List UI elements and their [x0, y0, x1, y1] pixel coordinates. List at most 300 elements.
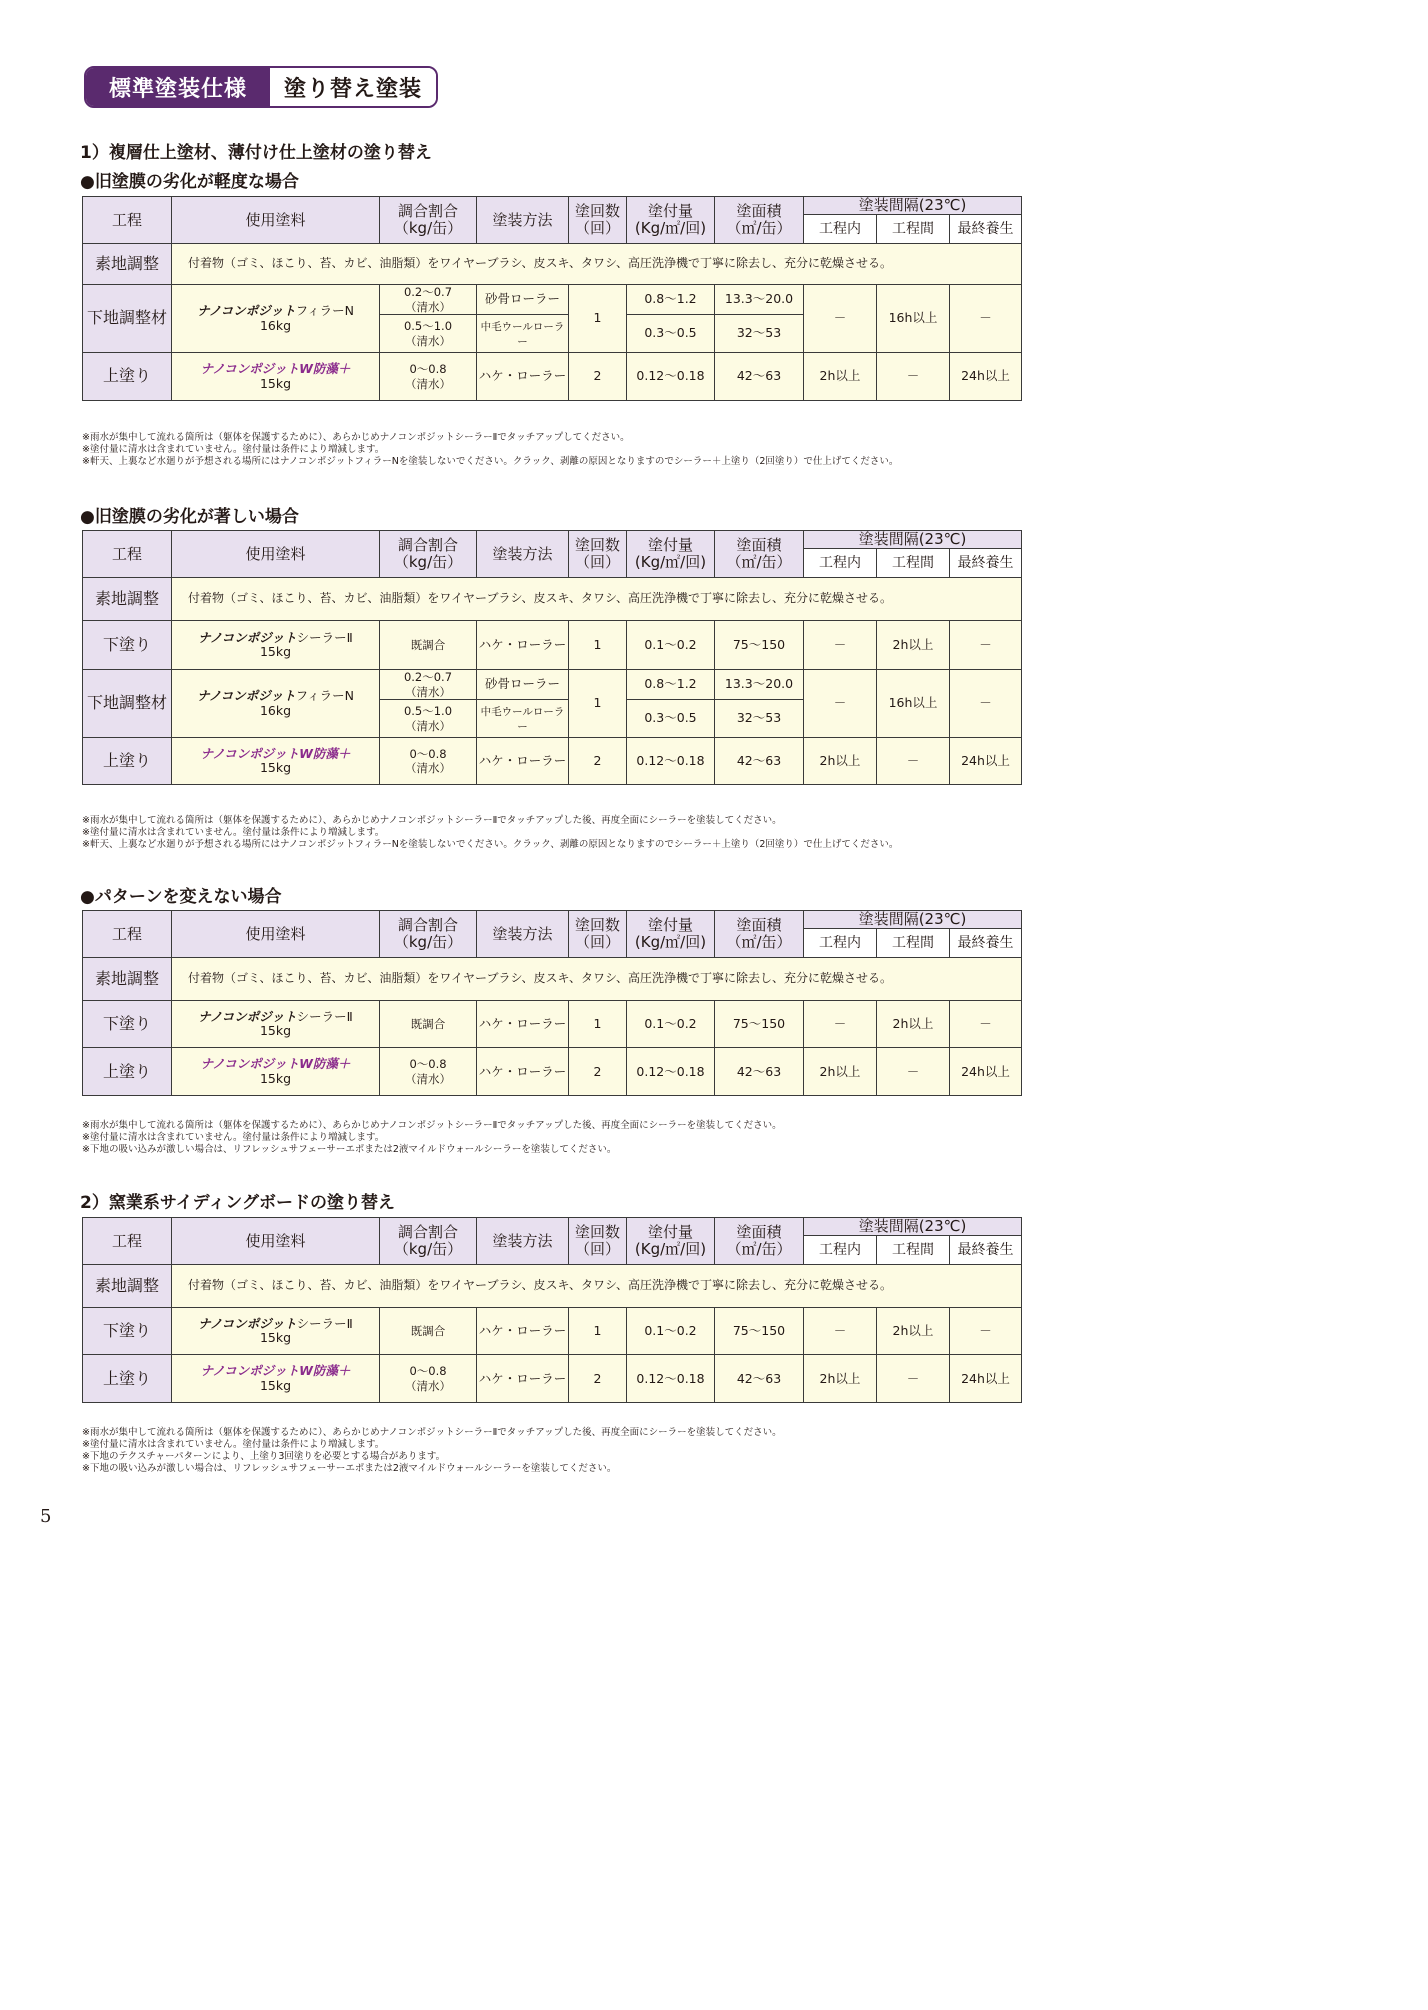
note-line: ※下地の吸い込みが激しい場合は、リフレッシュサフェーサーエポまたは2液マイルドウォールシーラーを塗装してください。	[82, 1144, 617, 1155]
product-quantity: 16kg	[259, 702, 292, 718]
interval-between-value: 2h以上	[892, 1016, 934, 1032]
header-interval-between	[877, 215, 950, 244]
header-interval-final	[950, 1236, 1022, 1265]
product-name: フィラーN	[295, 303, 354, 319]
coverage-value: 0.12～0.18	[636, 752, 705, 768]
note-line: ※軒天、上裏など水廻りが予想される場所にはナノコンポジットフィラーNを塗装しないでください。クラック、剥離の原因となりますのでシーラー＋上塗り（2回塗り）で仕上げてください。	[82, 456, 899, 467]
process-cell	[83, 578, 172, 621]
coats-cell	[569, 1308, 627, 1355]
process-cell	[83, 1355, 172, 1403]
header-coverage-label: 塗付量	[647, 535, 693, 554]
interval-between-value: 2h以上	[892, 637, 934, 653]
interval-within-cell	[804, 285, 877, 353]
note-line: ※雨水が集中して流れる箇所は（躯体を保護するために）、あらかじめナノコンポジットシーラーⅡでタッチアップした後、再度全面にシーラーを塗装してください。	[82, 1427, 782, 1438]
interval-within-value: －	[833, 1323, 847, 1339]
coverage-cell	[627, 1001, 715, 1048]
coats-cell	[569, 670, 627, 738]
table-row	[83, 958, 1022, 1001]
table-row	[83, 285, 1022, 315]
header-interval-within-label: 工程内	[819, 221, 861, 238]
process-label: 上塗り	[102, 366, 151, 386]
header-interval-final-label: 最終養生	[957, 221, 1014, 238]
note-line: ※軒天、上裏など水廻りが予想される場所にはナノコンポジットフィラーNを塗装しないでください。クラック、剥離の原因となりますのでシーラー＋上塗り（2回塗り）で仕上げてください。	[82, 839, 899, 850]
header-area-label: 塗面積	[736, 1222, 782, 1241]
note-line: ※雨水が集中して流れる箇所は（躯体を保護するために）、あらかじめナノコンポジットシーラーⅡでタッチアップしてください。	[82, 432, 630, 443]
coats-value: 1	[593, 1323, 602, 1339]
header-method-label: 塗装方法	[492, 924, 553, 943]
table-row	[83, 621, 1022, 670]
area-cell	[715, 315, 804, 353]
product-name: 防藻＋	[312, 745, 351, 761]
header-interval-within	[804, 215, 877, 244]
interval-final-cell	[950, 1048, 1022, 1096]
header-coats	[569, 911, 627, 958]
area-cell	[715, 285, 804, 315]
interval-final-value: 24h以上	[961, 752, 1010, 768]
header-interval-final	[950, 215, 1022, 244]
interval-between-cell	[877, 738, 950, 785]
prep-text: 付着物（ゴミ、ほこり、苔、カビ、油脂類）をワイヤーブラシ、皮スキ、タワシ、高圧洗浄機で丁寧に除去し、充分に乾燥させる。	[188, 1278, 893, 1293]
process-cell	[83, 244, 172, 285]
mix-cell	[380, 285, 477, 315]
interval-final-value: 24h以上	[961, 368, 1010, 384]
header-interval-between-label: 工程間	[892, 555, 934, 572]
header-method-label: 塗装方法	[492, 210, 553, 229]
coverage-value: 0.3～0.5	[644, 325, 697, 341]
interval-between-cell	[877, 1001, 950, 1048]
header-coats	[569, 531, 627, 578]
header-process	[83, 531, 172, 578]
header-interval-final	[950, 549, 1022, 578]
header-material-label: 使用塗料	[245, 544, 306, 563]
product-cell	[172, 1308, 380, 1355]
method-cell	[477, 1308, 569, 1355]
mix-note: （清水）	[405, 1071, 451, 1086]
mix-cell	[380, 1001, 477, 1048]
section-1-title: 1）複層仕上塗材、薄付け仕上塗材の塗り替え	[80, 143, 432, 163]
process-label: 上塗り	[102, 1061, 151, 1081]
process-cell	[83, 1308, 172, 1355]
header-method	[477, 1218, 569, 1265]
interval-final-cell	[950, 1001, 1022, 1048]
product-quantity: 15kg	[259, 375, 292, 391]
mix-value: 0～0.8	[409, 1057, 447, 1072]
mix-cell	[380, 1048, 477, 1096]
interval-within-cell	[804, 1355, 877, 1403]
prep-description	[172, 1265, 1022, 1308]
header-method	[477, 531, 569, 578]
header-material-label: 使用塗料	[245, 1231, 306, 1250]
spec-table	[82, 196, 1022, 401]
interval-between-cell	[877, 353, 950, 401]
header-process-label: 工程	[111, 1231, 142, 1250]
area-value: 42～63	[736, 368, 782, 384]
coats-cell	[569, 353, 627, 401]
spec-table	[82, 530, 1022, 785]
method-value: ハケ・ローラー	[478, 368, 567, 384]
mix-note: （清水）	[405, 1378, 451, 1393]
area-cell	[715, 700, 804, 738]
area-value: 13.3～20.0	[724, 676, 794, 692]
spec-table	[82, 910, 1022, 1096]
method-value: 砂骨ローラー	[484, 291, 560, 307]
mix-note: （清水）	[405, 761, 451, 775]
mix-cell	[380, 700, 477, 738]
method-value: ハケ・ローラー	[478, 1370, 567, 1386]
process-label: 素地調整	[94, 1276, 159, 1296]
method-cell	[477, 1048, 569, 1096]
interval-final-value: 24h以上	[961, 1370, 1010, 1386]
header-mix-unit: （kg/缶）	[393, 219, 463, 238]
product-brand: ナノコンポジット	[198, 629, 297, 645]
product-cell	[172, 285, 380, 353]
page-number: 5	[40, 1506, 52, 1527]
header-mix-unit: （kg/缶）	[393, 1240, 463, 1259]
area-value: 42～63	[736, 1370, 782, 1386]
coverage-value: 0.3～0.5	[644, 710, 697, 726]
header-area-unit: （㎡/缶）	[726, 1240, 792, 1259]
interval-within-value: 2h以上	[819, 368, 861, 384]
header-interval-final-label: 最終養生	[957, 1242, 1014, 1259]
note-line: ※雨水が集中して流れる箇所は（躯体を保護するために）、あらかじめナノコンポジットシーラーⅡでタッチアップした後、再度全面にシーラーを塗装してください。	[82, 1120, 782, 1131]
header-process	[83, 911, 172, 958]
process-label: 下塗り	[102, 1014, 151, 1034]
interval-between-cell	[877, 621, 950, 670]
mix-note: （清水）	[405, 718, 451, 733]
area-cell	[715, 353, 804, 401]
area-cell	[715, 670, 804, 700]
product-cell	[172, 670, 380, 738]
table-1-title: ●旧塗膜の劣化が軽度な場合	[80, 172, 299, 192]
interval-final-value: －	[979, 695, 992, 711]
coverage-cell	[627, 1048, 715, 1096]
header-mix	[380, 197, 477, 244]
process-label: 下塗り	[102, 1321, 151, 1341]
mix-value: 既調合	[410, 1324, 446, 1339]
table-row	[83, 1001, 1022, 1048]
header-coats-unit: （回）	[574, 1240, 620, 1259]
area-cell	[715, 1355, 804, 1403]
note-line: ※塗付量に清水は含まれていません。塗付量は条件により増減します。	[82, 1439, 385, 1450]
table-notes	[82, 1120, 782, 1156]
header-coats	[569, 1218, 627, 1265]
mix-note: （清水）	[405, 299, 451, 314]
header-mix-unit: （kg/缶）	[393, 553, 463, 572]
mix-cell	[380, 1308, 477, 1355]
process-label: 下地調整材	[86, 693, 167, 713]
header-area	[715, 531, 804, 578]
header-mix	[380, 531, 477, 578]
area-value: 32～53	[736, 325, 782, 341]
interval-final-value: －	[979, 1016, 992, 1032]
header-interval-final-label: 最終養生	[957, 555, 1014, 572]
product-cell	[172, 1001, 380, 1048]
header-coverage-unit: (Kg/㎡/回)	[634, 219, 707, 238]
method-value: ハケ・ローラー	[478, 1016, 567, 1032]
prep-text: 付着物（ゴミ、ほこり、苔、カビ、油脂類）をワイヤーブラシ、皮スキ、タワシ、高圧洗浄機で丁寧に除去し、充分に乾燥させる。	[188, 591, 893, 606]
coats-value: 2	[593, 752, 602, 768]
process-cell	[83, 621, 172, 670]
header-interval-within-label: 工程内	[819, 555, 861, 572]
method-cell	[477, 315, 569, 353]
interval-between-value: 16h以上	[888, 310, 938, 326]
product-quantity: 16kg	[259, 317, 292, 333]
table-notes	[82, 815, 898, 851]
header-area-label: 塗面積	[736, 915, 782, 934]
header-area-unit: （㎡/缶）	[726, 933, 792, 952]
table-row	[83, 1308, 1022, 1355]
table-notes	[82, 432, 898, 468]
note-line: ※塗付量に清水は含まれていません。塗付量は条件により増減します。	[82, 444, 385, 455]
interval-final-value: －	[979, 1323, 992, 1339]
product-name: シーラーⅡ	[296, 1008, 353, 1024]
header-area	[715, 911, 804, 958]
mix-note: （清水）	[405, 684, 451, 699]
product-brand: ナノコンポジット	[197, 688, 296, 704]
header-interval-final	[950, 929, 1022, 958]
mix-cell	[380, 621, 477, 670]
mix-cell	[380, 670, 477, 700]
header-area	[715, 197, 804, 244]
coverage-value: 0.8～1.2	[644, 291, 697, 307]
coats-cell	[569, 738, 627, 785]
header-interval-between	[877, 929, 950, 958]
header-interval-between-label: 工程間	[892, 1242, 934, 1259]
header-coats-unit: （回）	[574, 933, 620, 952]
coats-value: 1	[593, 637, 602, 653]
header-interval-label: 塗装間隔(23℃)	[858, 196, 967, 214]
header-mix	[380, 1218, 477, 1265]
header-method-label: 塗装方法	[492, 1231, 553, 1250]
interval-within-value: 2h以上	[819, 752, 861, 768]
mix-value: 0.5～1.0	[403, 319, 453, 334]
header-interval-between	[877, 1236, 950, 1265]
interval-between-cell	[877, 1355, 950, 1403]
coverage-value: 0.1～0.2	[644, 1323, 697, 1339]
interval-between-cell	[877, 285, 950, 353]
coats-value: 1	[593, 310, 602, 326]
process-cell	[83, 1001, 172, 1048]
product-cell	[172, 621, 380, 670]
coats-value: 2	[593, 1063, 602, 1079]
header-coverage-unit: (Kg/㎡/回)	[634, 1240, 707, 1259]
header-interval-label: 塗装間隔(23℃)	[858, 1217, 967, 1235]
standard-spec-label: 標準塗装仕様	[86, 68, 270, 106]
header-coverage-label: 塗付量	[647, 1222, 693, 1241]
interval-final-cell	[950, 1355, 1022, 1403]
header-material-label: 使用塗料	[245, 210, 306, 229]
method-value: ハケ・ローラー	[478, 1063, 567, 1079]
interval-within-cell	[804, 1048, 877, 1096]
header-coverage-label: 塗付量	[647, 915, 693, 934]
interval-final-cell	[950, 670, 1022, 738]
interval-within-value: －	[833, 637, 847, 653]
product-brand: ナノコンポジットW	[200, 1363, 313, 1379]
table-2-title: ●旧塗膜の劣化が著しい場合	[80, 507, 299, 527]
process-label: 上塗り	[102, 750, 151, 770]
header-interval	[804, 531, 1022, 549]
interval-final-cell	[950, 353, 1022, 401]
coats-cell	[569, 1048, 627, 1096]
mix-cell	[380, 315, 477, 353]
table-row	[83, 1048, 1022, 1096]
header-mix-unit: （kg/缶）	[393, 933, 463, 952]
product-brand: ナノコンポジット	[198, 1008, 297, 1024]
coverage-value: 0.12～0.18	[636, 368, 705, 384]
header-coats-unit: （回）	[574, 553, 620, 572]
table-row	[83, 1265, 1022, 1308]
product-quantity: 15kg	[259, 1023, 292, 1039]
coverage-value: 0.12～0.18	[636, 1370, 705, 1386]
process-label: 上塗り	[102, 1368, 151, 1388]
product-name: 防藻＋	[312, 1363, 351, 1379]
header-coverage-unit: (Kg/㎡/回)	[634, 933, 707, 952]
interval-within-cell	[804, 738, 877, 785]
mix-value: 0～0.8	[409, 362, 447, 377]
area-value: 42～63	[736, 752, 782, 768]
interval-final-value: 24h以上	[961, 1063, 1010, 1079]
table-row	[83, 578, 1022, 621]
process-cell	[83, 670, 172, 738]
header-interval-within-label: 工程内	[819, 935, 861, 952]
method-value: 中毛ウールローラー	[480, 706, 565, 733]
coats-value: 1	[593, 1016, 602, 1032]
process-label: 素地調整	[94, 589, 159, 609]
product-cell	[172, 738, 380, 785]
product-name: 防藻＋	[312, 1056, 351, 1072]
table-row	[83, 738, 1022, 785]
product-name: シーラーⅡ	[296, 629, 353, 645]
header-process	[83, 1218, 172, 1265]
product-quantity: 15kg	[259, 644, 292, 660]
coverage-cell	[627, 285, 715, 315]
note-line: ※塗付量に清水は含まれていません。塗付量は条件により増減します。	[82, 827, 385, 838]
process-label: 素地調整	[94, 254, 159, 274]
interval-between-value: 2h以上	[892, 1323, 934, 1339]
table-3-title: ●パターンを変えない場合	[80, 887, 282, 907]
coverage-cell	[627, 670, 715, 700]
table-row	[83, 353, 1022, 401]
header-coats	[569, 197, 627, 244]
interval-between-value: －	[906, 368, 920, 384]
method-cell	[477, 621, 569, 670]
header-area-unit: （㎡/缶）	[726, 219, 792, 238]
header-process-label: 工程	[111, 210, 142, 229]
process-cell	[83, 738, 172, 785]
header-interval-between-label: 工程間	[892, 935, 934, 952]
area-value: 32～53	[736, 710, 782, 726]
coats-cell	[569, 1001, 627, 1048]
interval-within-cell	[804, 670, 877, 738]
prep-description	[172, 578, 1022, 621]
prep-description	[172, 244, 1022, 285]
prep-text: 付着物（ゴミ、ほこり、苔、カビ、油脂類）をワイヤーブラシ、皮スキ、タワシ、高圧洗浄機で丁寧に除去し、充分に乾燥させる。	[188, 256, 893, 271]
coverage-cell	[627, 700, 715, 738]
coverage-cell	[627, 621, 715, 670]
area-value: 13.3～20.0	[724, 291, 794, 307]
coverage-value: 0.1～0.2	[644, 637, 697, 653]
coverage-cell	[627, 353, 715, 401]
method-cell	[477, 1001, 569, 1048]
section-2-title: 2）窯業系サイディングボードの塗り替え	[80, 1193, 395, 1213]
method-cell	[477, 1355, 569, 1403]
header-process	[83, 197, 172, 244]
product-brand: ナノコンポジットW	[200, 745, 313, 761]
mix-value: 0～0.8	[409, 1364, 447, 1379]
method-cell	[477, 285, 569, 315]
process-cell	[83, 353, 172, 401]
product-cell	[172, 1355, 380, 1403]
product-quantity: 15kg	[259, 1330, 292, 1346]
header-mix-label: 調合割合	[397, 201, 458, 220]
header-interval	[804, 911, 1022, 929]
table-notes	[82, 1427, 782, 1475]
coverage-cell	[627, 1355, 715, 1403]
process-cell	[83, 1048, 172, 1096]
header-material	[172, 197, 380, 244]
coverage-value: 0.1～0.2	[644, 1016, 697, 1032]
header-mix-label: 調合割合	[397, 915, 458, 934]
mix-value: 既調合	[410, 1017, 446, 1032]
process-cell	[83, 1265, 172, 1308]
interval-between-value: 16h以上	[888, 695, 938, 711]
product-quantity: 15kg	[259, 1377, 292, 1393]
header-coats-unit: （回）	[574, 219, 620, 238]
header-coverage	[627, 911, 715, 958]
method-cell	[477, 353, 569, 401]
table-row	[83, 670, 1022, 700]
header-area	[715, 1218, 804, 1265]
interval-between-cell	[877, 670, 950, 738]
mix-value: 0.5～1.0	[403, 704, 453, 719]
mix-cell	[380, 353, 477, 401]
header-interval-within-label: 工程内	[819, 1242, 861, 1259]
interval-between-cell	[877, 1308, 950, 1355]
interval-within-cell	[804, 1001, 877, 1048]
header-interval	[804, 1218, 1022, 1236]
mix-note: （清水）	[405, 333, 451, 348]
method-value: 砂骨ローラー	[484, 676, 560, 692]
method-cell	[477, 670, 569, 700]
method-value: ハケ・ローラー	[478, 637, 567, 653]
coverage-cell	[627, 315, 715, 353]
coverage-value: 0.12～0.18	[636, 1063, 705, 1079]
table-row	[83, 244, 1022, 285]
area-value: 75～150	[732, 1323, 786, 1339]
header-interval-within	[804, 929, 877, 958]
method-value: 中毛ウールローラー	[480, 321, 565, 348]
method-cell	[477, 738, 569, 785]
interval-final-value: －	[979, 310, 992, 326]
interval-within-cell	[804, 1308, 877, 1355]
interval-between-value: －	[906, 752, 920, 768]
area-cell	[715, 738, 804, 785]
header-method	[477, 911, 569, 958]
interval-between-cell	[877, 1048, 950, 1096]
header-material	[172, 531, 380, 578]
note-line: ※塗付量に清水は含まれていません。塗付量は条件により増減します。	[82, 1132, 385, 1143]
header-interval-label: 塗装間隔(23℃)	[858, 530, 967, 548]
interval-within-value: 2h以上	[819, 1370, 861, 1386]
mix-value: 0.2～0.7	[403, 285, 453, 300]
note-line: ※雨水が集中して流れる箇所は（躯体を保護するために）、あらかじめナノコンポジットシーラーⅡでタッチアップした後、再度全面にシーラーを塗装してください。	[82, 815, 782, 826]
coats-value: 2	[593, 1370, 602, 1386]
interval-within-value: －	[833, 695, 847, 711]
area-value: 42～63	[736, 1063, 782, 1079]
header-interval-between-label: 工程間	[892, 221, 934, 238]
mix-note: （清水）	[405, 376, 451, 391]
interval-within-value: 2h以上	[819, 1063, 861, 1079]
